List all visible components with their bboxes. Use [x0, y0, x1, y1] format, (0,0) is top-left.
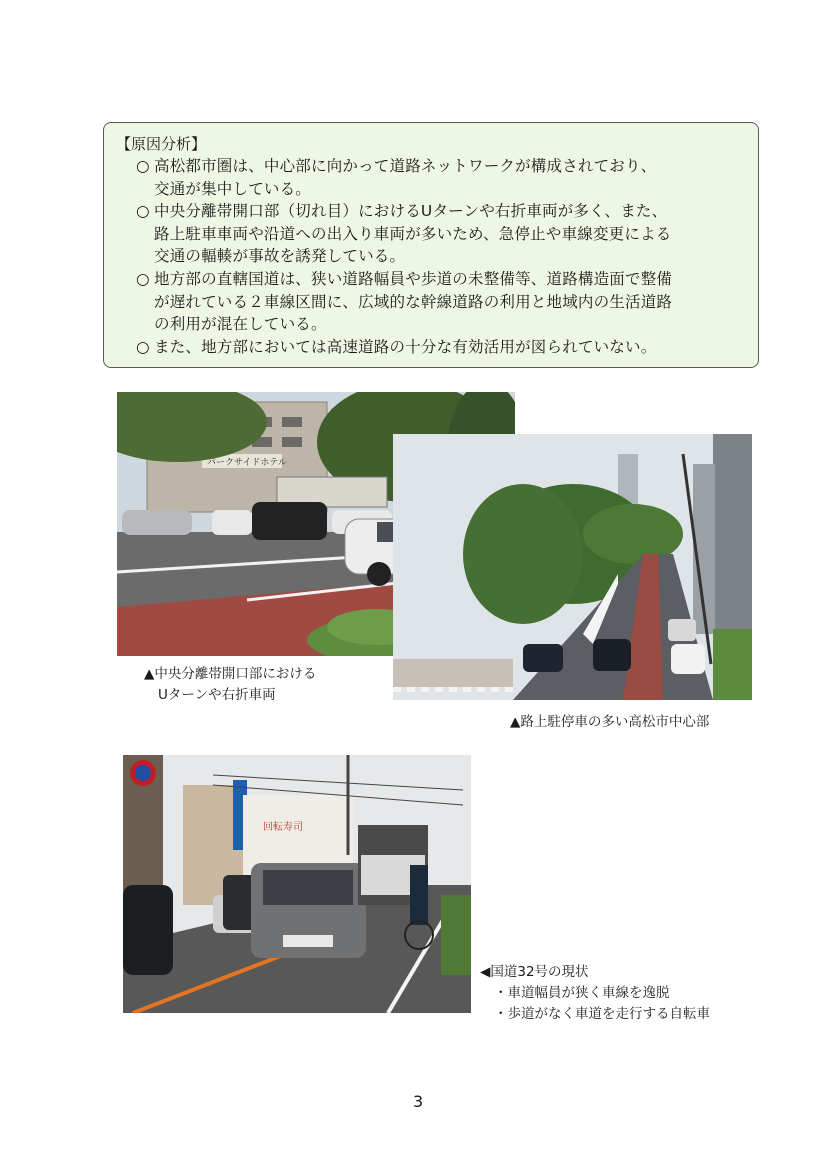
hotel-sign-text: パークサイドホテル — [207, 458, 287, 468]
cause-analysis-box — [103, 122, 759, 368]
bullet-mark: ○ — [136, 157, 150, 175]
analysis-item: ○ 地方部の直轄国道は、狭い道路幅員や歩道の未整備等、道路構造面で整備 が遅れている２車線区間に、広域的な幹線道路の利用と地域内の生活道路 の利用が混在している。 — [136, 269, 673, 334]
bullet-mark: ○ — [136, 202, 150, 221]
analysis-item: ○ また、地方部においては高速道路の十分な有効活用が図られていない。 — [116, 336, 746, 359]
downtown-street-photo — [393, 434, 752, 700]
route32-illustration — [123, 755, 471, 1013]
analysis-item: ○ 高松都市圏は、中心部に向かって道路ネットワークが構成されており、 交通が集中している。 — [136, 157, 657, 198]
bullet-mark: ○ — [136, 337, 150, 356]
route32-caption: ◀国道32号の現状 ・車道幅員が狭く車線を逸脱 ・歩道がなく車道を走行する自転車 — [480, 964, 710, 1022]
median-opening-caption: ▲中央分離帯開口部における Uターンや右折車両 — [144, 666, 317, 703]
downtown-street-illustration — [393, 434, 752, 700]
cause-analysis-list — [116, 155, 746, 358]
downtown-street-caption: ▲路上駐停車の多い高松市中心部 — [510, 714, 710, 730]
bullet-mark: ○ — [136, 269, 150, 288]
route32-photo — [123, 755, 471, 1013]
page-number: 3 — [413, 1092, 424, 1111]
analysis-item: ○ 中央分離帯開口部（切れ目）におけるUターンや右折車両が多く、また、 路上駐車車両や沿道への出入り車両が多いため、急停止や車線変更による 交通の輻輳が事故を誘発している。 — [136, 202, 672, 266]
shop-sign-text: 回転寿司 — [263, 822, 303, 833]
cause-analysis-title: 【原因分析】 — [116, 135, 207, 153]
